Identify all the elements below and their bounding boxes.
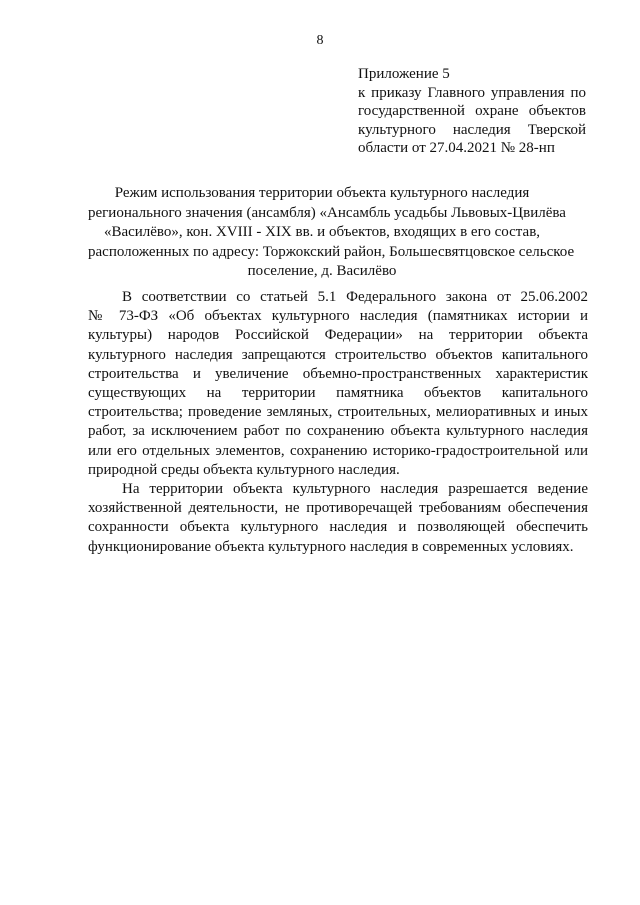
document-body	[88, 288, 588, 557]
paragraph-line: природной среды объекта культурного наследия.	[88, 461, 400, 478]
paragraph-line: строительства; проведение земляных, строительных, мелиоративных и иных	[88, 404, 588, 421]
paragraph-line: или его отдельных элементов, сохранению историко-градостроительной или	[88, 442, 588, 459]
title-line: поселение, д. Василёво	[247, 263, 397, 280]
paragraph-line: сохранности объекта культурного наследия и позволяющей обеспечить	[88, 519, 588, 536]
appendix-line: государственной охране объектов	[358, 103, 586, 120]
paragraph-line: В соответствии со статьей 5.1 Федерального закона от 25.06.2002	[122, 289, 588, 305]
paragraph-line: № 73-ФЗ «Об объектах культурного наследия (памятниках истории и	[88, 308, 588, 325]
title-line: Режим использования территории объекта культурного наследия	[114, 185, 530, 201]
appendix-line: культурного наследия Тверской	[358, 121, 586, 138]
paragraph-line: работ, за исключением работ по сохранению объекта культурного наследия	[88, 423, 588, 440]
paragraph-line: существующих на территории памятника объектов капитального	[88, 385, 588, 402]
appendix-line: Приложение 5	[358, 66, 450, 82]
paragraph-line: культурного наследия запрещаются строительство объектов капитального	[88, 346, 588, 363]
page-number: 8	[316, 33, 324, 48]
paragraph-line: хозяйственной деятельности, не противоречащей требованиям обеспечения	[88, 500, 588, 517]
title-line: регионального значения (ансамбля) «Ансамбль усадьбы Львовых-Цвилёва	[88, 204, 566, 221]
paragraph	[88, 288, 588, 480]
document-title	[88, 184, 575, 282]
title-line: «Василёво», кон. XVIII - XIX вв. и объектов, входящих в его состав,	[103, 224, 541, 241]
paragraph	[88, 480, 588, 557]
paragraph-line: культуры) народов Российской Федерации» на территории объекта	[88, 327, 588, 344]
appendix-header	[358, 65, 586, 158]
title-line: расположенных по адресу: Торжокский район, Большесвятцовское сельское	[88, 243, 575, 260]
appendix-line: области от 27.04.2021 № 28-нп	[358, 140, 555, 157]
paragraph-line: строительства и увеличение объемно-пространственных характеристик	[88, 365, 588, 382]
appendix-line: к приказу Главного управления по	[358, 84, 586, 101]
paragraph-line: функционирование объекта культурного наследия в современных условиях.	[88, 538, 574, 555]
paragraph-line: На территории объекта культурного наследия разрешается ведение	[122, 481, 588, 498]
